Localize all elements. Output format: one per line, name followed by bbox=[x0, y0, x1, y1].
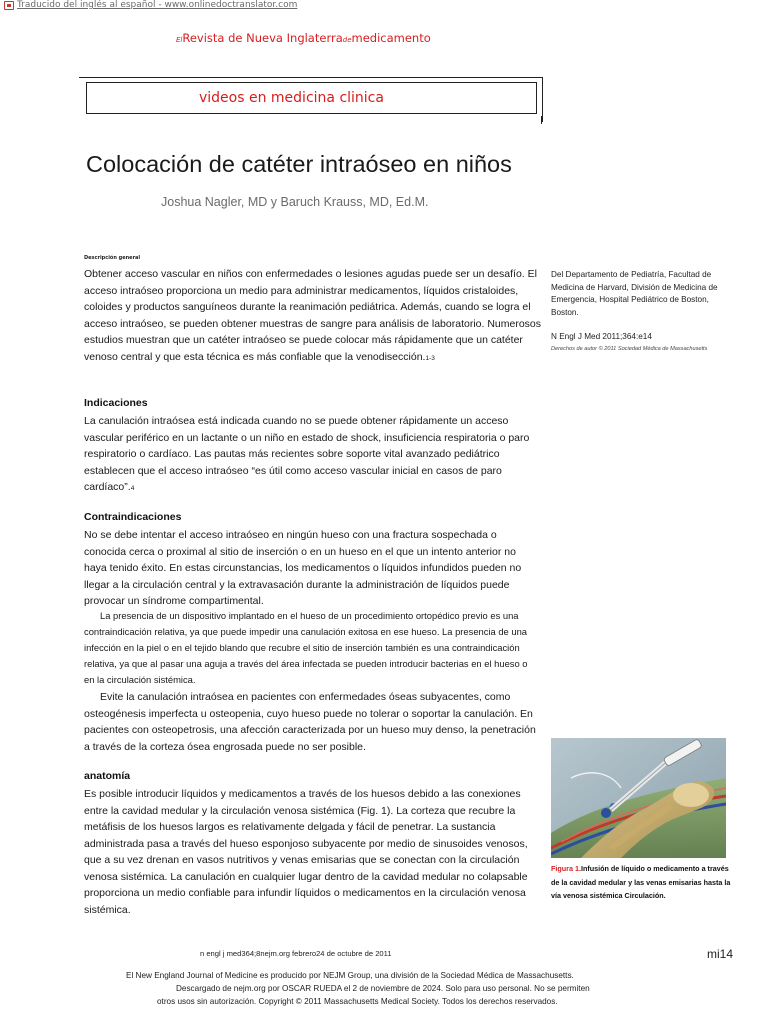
overview-reference: 1-3 bbox=[425, 354, 435, 362]
copyright-note: Derechos de autor © 2011 Sociedad Médica de Massachusetts bbox=[551, 346, 708, 352]
video-box-frame-tick bbox=[541, 116, 542, 124]
translator-link[interactable]: Traducido del inglés al español - www.onlinedoctranslator.com bbox=[17, 0, 298, 10]
overview-heading: Descripción general bbox=[84, 255, 141, 261]
figure-1-illustration bbox=[551, 738, 726, 858]
legal-line-3: otros usos sin autorización. Copyright © 2011 Massachusetts Medical Society. Todos los derechos reservados. bbox=[157, 997, 558, 1006]
contraindications-paragraph-3: Evite la canulación intraósea en pacientes con enfermedades óseas subyacentes, como osteogénesis imperfecta u osteopenia, cuyo hueso puede no tolerar o soportar la canulación. En pacientes con osteopetrosis, una afección caracterizada por un hueso muy denso, la penetración a través de la corteza ósea engrosada puede no ser posible. bbox=[84, 691, 536, 753]
video-section-label: videos en medicina clinica bbox=[199, 90, 384, 106]
contraindications-paragraph-1: No se debe intentar el acceso intraóseo en ningún hueso con una fractura sospechada o conocida cerca o proximal al sitio de inserción o en un hueso en el que un intento anterior no haya tenido éxito. En estas circunstancias, los medicamentos o líquidos infundidos pueden no llegar a la circulación central y la extravasación durante la administración de líquidos puede provocar un síndrome compartimental. bbox=[84, 529, 522, 607]
contraindications-paragraph-2: La presencia de un dispositivo implantado en el hueso de un procedimiento ortopédico previo es una contraindicación relativa, ya que puede impedir una canulación exitosa en ese hueso. La presencia de una infección en la piel o en el tejido blando que recubre el sitio de inserción también es una contraindicación relativa, ya que al pasar una aguja a través del área infectada se pueden introducir bacterias en el hueso o en la circulación sistémica. bbox=[84, 610, 528, 685]
indications-heading: Indicaciones bbox=[84, 397, 148, 409]
indications-text: La canulación intraósea está indicada cuando no se puede obtener rápidamente un acceso vascular periférico en un lactante o un niño en estado de shock, insuficiencia respiratoria o paro respiratorio o cardíaco. Las pautas más recientes sobre soporte vital avanzado pediátrico establecen que el acceso intraóseo “es útil como acceso vascular inicial en casos de paro cardíaco”. bbox=[84, 415, 530, 493]
figure-1-caption-text: Infusión de líquido o medicamento a través de la cavidad medular y las venas emisarias hasta la vía venosa sistémica Circulación. bbox=[551, 864, 731, 900]
journal-prefix: El bbox=[176, 36, 183, 44]
citation: N Engl J Med 2011;364:e14 bbox=[551, 332, 652, 341]
translator-banner bbox=[4, 0, 297, 10]
journal-name-part1: Revista de Nueva Inglaterra bbox=[182, 31, 343, 45]
translate-icon bbox=[4, 1, 14, 10]
journal-name-part2: medicamento bbox=[351, 31, 431, 45]
overview-paragraph bbox=[84, 266, 544, 367]
page-number: mi14 bbox=[707, 947, 734, 961]
journal-title bbox=[176, 31, 431, 45]
indications-paragraph bbox=[84, 413, 546, 498]
anatomy-heading: anatomía bbox=[84, 770, 131, 782]
running-footer: n engl j med364;8nejm.org febrero24 de octubre de 2011 bbox=[200, 949, 392, 958]
legal-line-2: Descargado de nejm.org por OSCAR RUEDA el 2 de noviembre de 2024. Solo para uso personal. No se permiten bbox=[176, 984, 590, 993]
figure-1-caption bbox=[551, 862, 731, 903]
overview-text: Obtener acceso vascular en niños con enfermedades o lesiones agudas puede ser un desafío. El acceso intraóseo proporciona un medio para administrar medicamentos, líquidos cristaloides, coloides y productos sanguíneos durante la reanimación pediátrica. Además, cuando se logra el acceso intraóseo, se pueden obtener muestras de sangre para análisis de laboratorio. Numerosos estudios muestran que un catéter intraóseo se puede colocar más rápidamente que un catéter venoso central y que esta técnica es más confiable que la venodisección. bbox=[84, 268, 542, 363]
figure-1-label: Figura 1. bbox=[551, 864, 581, 873]
indications-reference: 4 bbox=[130, 485, 135, 492]
legal-line-1: El New England Journal of Medicine es producido por NEJM Group, una división de la Sociedad Médica de Massachusetts. bbox=[126, 971, 574, 980]
anatomy-paragraph: Es posible introducir líquidos y medicamentos a través de los huesos debido a las conexiones entre la cavidad medular y la circulación venosa sistémica (Fig. 1). La corteza que recubre la metáfisis de los huesos largos es relativamente delgada y fácil de penetrar. La sustancia administrada pasa a través del hueso esponjoso subyacente por medio de sinusoides venosos, que a su vez drenan en vasos nutritivos y venas emisarias que se conectan con la circulación venosa sistémica. La canulación en cualquier lugar dentro de la cavidad medular no colapsable proporciona un medio confiable para infundir líquidos o medicamentos en la circulación venosa sistémica. bbox=[84, 788, 528, 916]
article-authors: Joshua Nagler, MD y Baruch Krauss, MD, Ed.M. bbox=[161, 195, 429, 209]
author-affiliation: Del Departamento de Pediatría, Facultad de Medicina de Harvard, División de Medicina de Emergencia, Hospital Pediátrico de Boston, Boston. bbox=[551, 270, 718, 317]
journal-name-mid: de bbox=[342, 36, 352, 44]
article-title: Colocación de catéter intraóseo en niños bbox=[86, 151, 512, 177]
contraindications-heading: Contraindicaciones bbox=[84, 511, 182, 523]
bone-cannulation-illustration bbox=[551, 738, 726, 858]
